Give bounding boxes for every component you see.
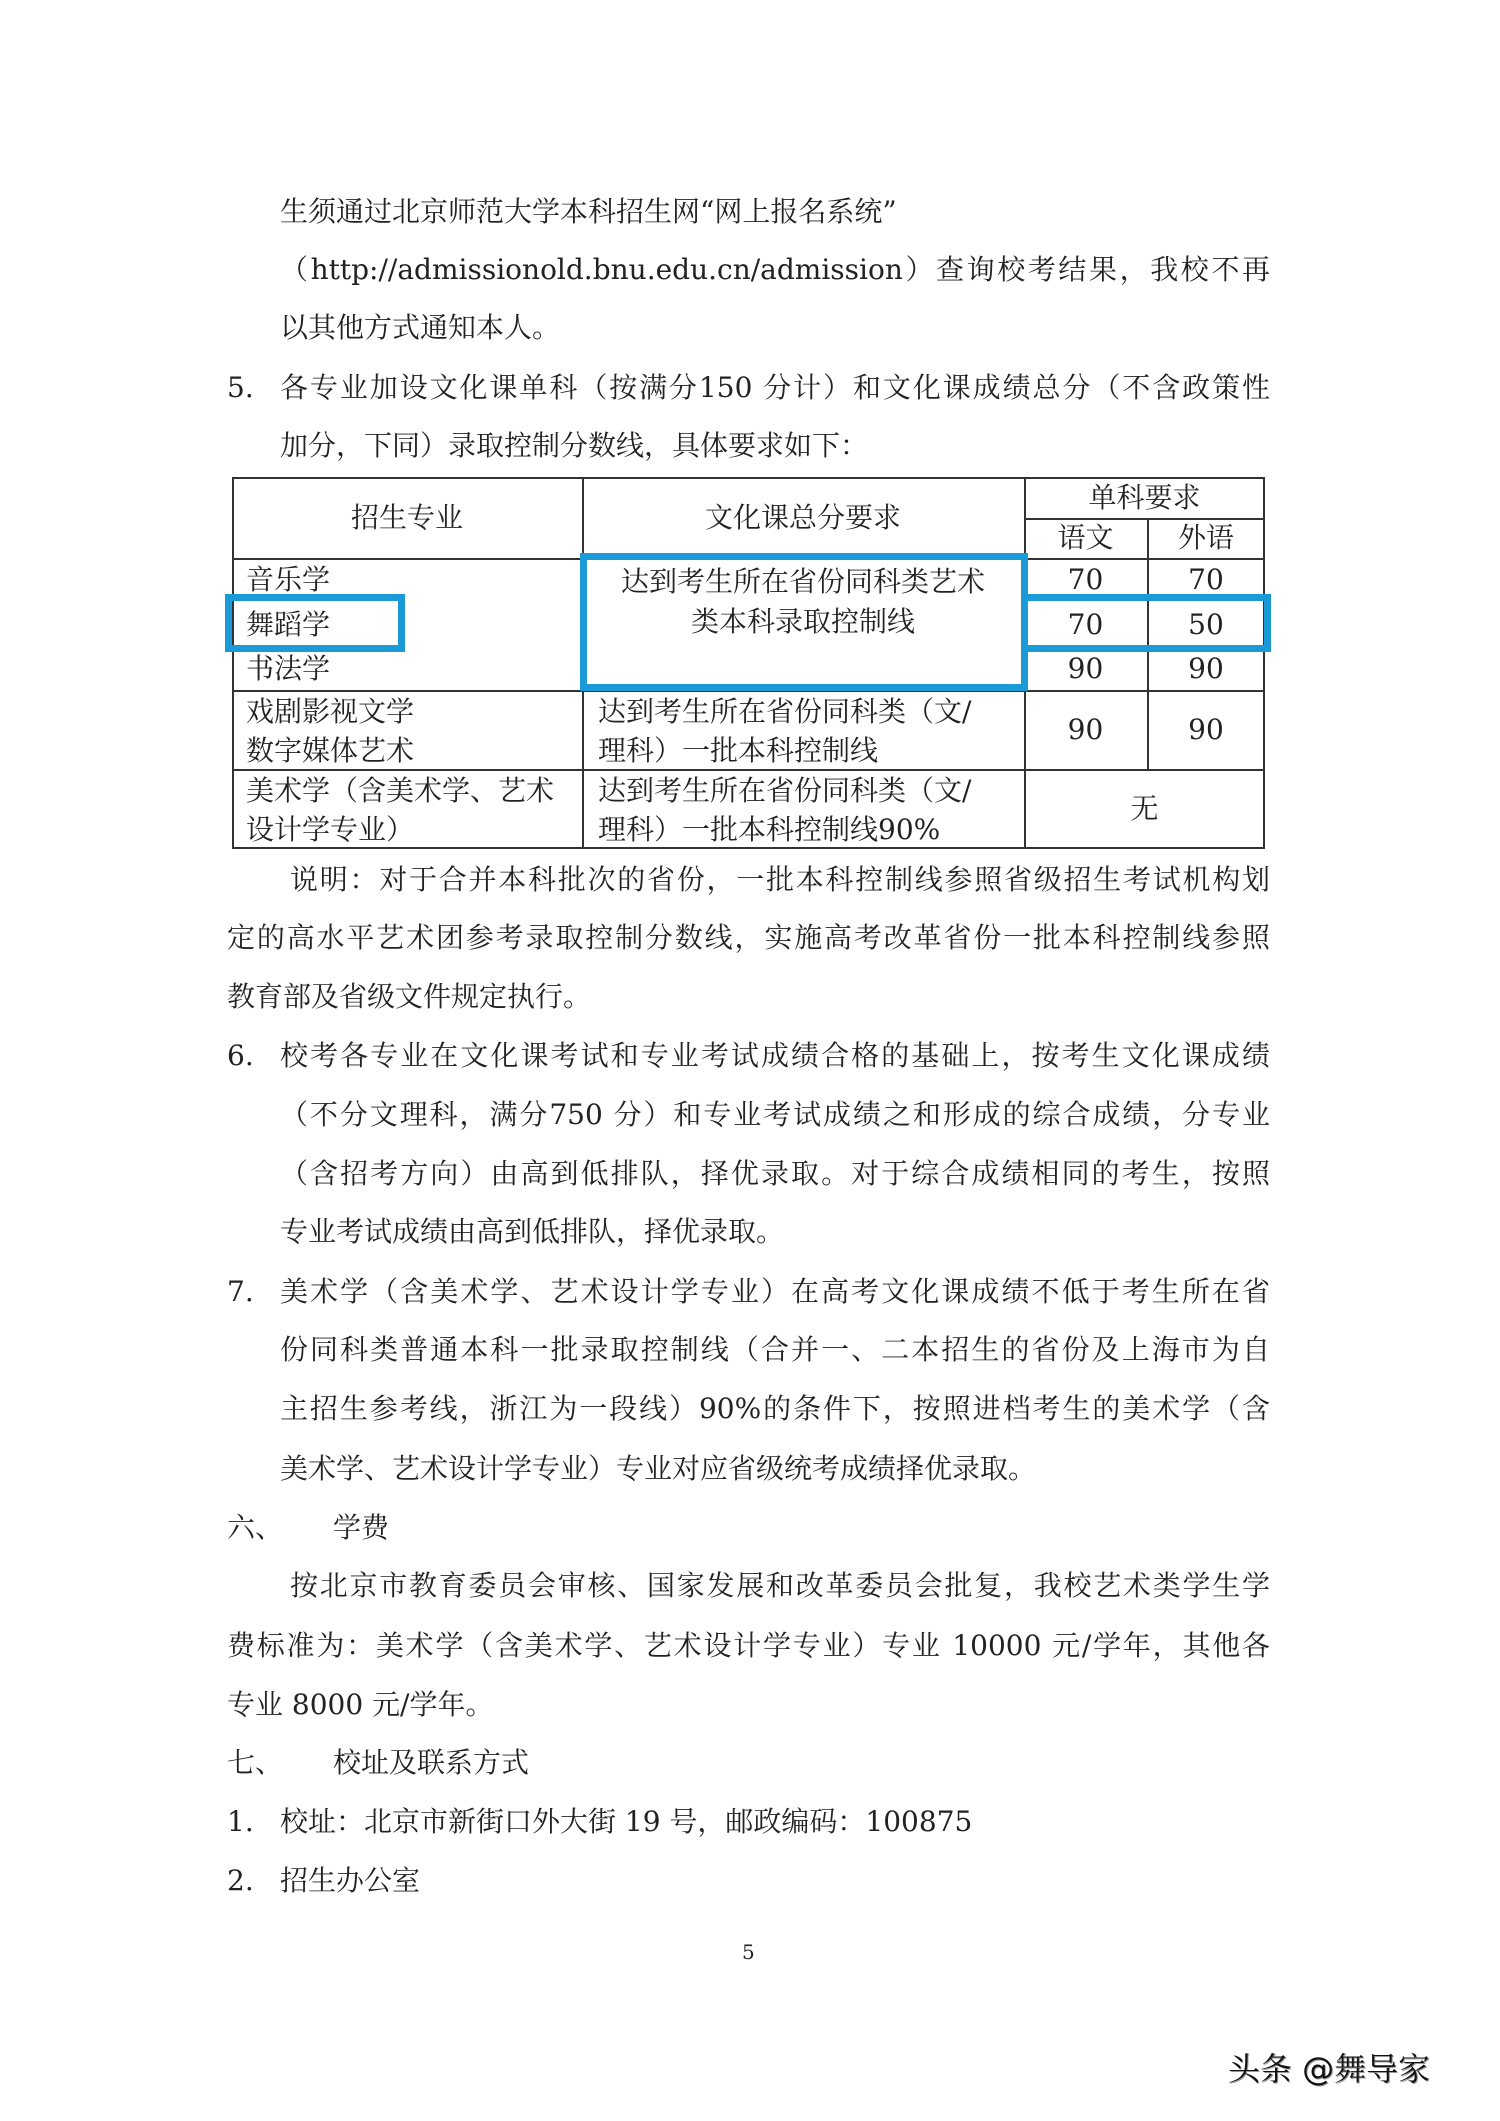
- cell-line: 设计学专业）: [246, 813, 415, 846]
- text-line: 定的高水平艺术团参考录取控制分数线，实施高考改革省份一批本科控制线参照: [227, 921, 1270, 954]
- list-number: 2.: [227, 1864, 254, 1897]
- text-line: 费标准为：美术学（含美术学、艺术设计学专业）专业 10000 元/学年，其他各: [227, 1629, 1270, 1662]
- text-line: 加分，下同）录取控制分数线，具体要求如下：: [280, 429, 869, 462]
- cell-line: 类本科录取控制线: [690, 605, 915, 638]
- header-foreign: 外语: [1177, 521, 1234, 554]
- major-cell: [246, 771, 554, 849]
- total-cell: [598, 692, 971, 770]
- text-line: 校考各专业在文化课考试和专业考试成绩合格的基础上，按考生文化课成绩: [280, 1039, 1270, 1072]
- major-cell: 舞蹈学: [246, 608, 331, 641]
- watermark: 头条 @舞导家: [1228, 2050, 1431, 2088]
- highlight-box-scores: [1021, 594, 1271, 652]
- header-total: 文化课总分要求: [704, 500, 901, 534]
- single-cell: 无: [1130, 792, 1159, 825]
- major-cell: 书法学: [246, 652, 331, 685]
- header-major: 招生专业: [350, 500, 463, 534]
- text-line: 美术学（含美术学、艺术设计学专业）在高考文化课成绩不低于考生所在省: [280, 1275, 1270, 1308]
- foreign-cell: 90: [1188, 652, 1224, 685]
- text-line: 招生办公室: [280, 1864, 421, 1897]
- foreign-cell: 70: [1188, 563, 1224, 596]
- chinese-cell: 90: [1067, 712, 1104, 746]
- header-single: 单科要求: [1088, 480, 1201, 514]
- page-number: 5: [742, 1940, 755, 1964]
- chinese-cell: 90: [1067, 652, 1104, 685]
- major-cell: 音乐学: [246, 563, 331, 596]
- header-chinese: 语文: [1057, 521, 1114, 554]
- address-line: 校址：北京市新街口外大街 19 号，邮政编码：100875: [280, 1805, 973, 1838]
- text-line: 生须通过北京师范大学本科招生网“网上报名系统”: [280, 195, 897, 228]
- text-line: 说明：对于合并本科批次的省份，一批本科控制线参照省级招生考试机构划: [290, 863, 1270, 896]
- text-line: 份同科类普通本科一批录取控制线（合并一、二本招生的省份及上海市为自: [280, 1333, 1270, 1366]
- cell-line: 美术学（含美术学、艺术: [246, 774, 555, 807]
- text-line: 各专业加设文化课单科（按满分150 分计）和文化课成绩总分（不含政策性: [280, 371, 1270, 404]
- highlight-box-major: [225, 594, 405, 652]
- foreign-cell: 90: [1188, 712, 1224, 746]
- text-line: （http://admissionold.bnu.edu.cn/admission）查询校考结果，我校不再: [280, 253, 1270, 286]
- section-number: 六、: [227, 1511, 284, 1544]
- text-line: 专业考试成绩由高到低排队，择优录取。: [280, 1215, 785, 1248]
- section-number: 七、: [227, 1746, 284, 1779]
- text-line: 按北京市教育委员会审核、国家发展和改革委员会批复，我校艺术类学生学: [290, 1569, 1270, 1602]
- cell-line: 理科）一批本科控制线: [598, 734, 879, 767]
- cell-line: 达到考生所在省份同科类（文/: [598, 695, 972, 728]
- cell-line: 达到考生所在省份同科类艺术: [620, 565, 985, 598]
- highlight-box-total: [580, 553, 1028, 691]
- text-line: 主招生参考线，浙江为一段线）90%的条件下，按照进档考生的美术学（含: [280, 1392, 1270, 1425]
- section-title: 学费: [333, 1511, 390, 1544]
- cell-line: 理科）一批本科控制线90%: [598, 813, 941, 846]
- text-line: 以其他方式通知本人。: [280, 311, 561, 344]
- text-line: 教育部及省级文件规定执行。: [227, 980, 592, 1013]
- text-line: 专业 8000 元/学年。: [227, 1688, 494, 1721]
- cell-line: 数字媒体艺术: [246, 734, 415, 767]
- chinese-cell: 70: [1067, 563, 1104, 596]
- text-line: （含招考方向）由高到低排队，择优录取。对于综合成绩相同的考生，按照: [280, 1157, 1270, 1190]
- chinese-cell: 70: [1067, 608, 1104, 641]
- text-line: （不分文理科，满分750 分）和专业考试成绩之和形成的综合成绩，分专业: [280, 1098, 1270, 1131]
- list-number: 5.: [227, 371, 254, 404]
- foreign-cell: 50: [1188, 608, 1224, 641]
- list-number: 7.: [227, 1275, 254, 1308]
- list-number: 1.: [227, 1805, 254, 1838]
- major-cell: [246, 692, 414, 770]
- list-number: 6.: [227, 1039, 254, 1072]
- cell-line: 达到考生所在省份同科类（文/: [598, 774, 972, 807]
- total-cell: [598, 771, 971, 849]
- text-line: 美术学、艺术设计学专业）专业对应省级统考成绩择优录取。: [280, 1452, 1037, 1485]
- cell-line: 戏剧影视文学: [246, 695, 415, 728]
- section-title: 校址及联系方式: [333, 1746, 530, 1779]
